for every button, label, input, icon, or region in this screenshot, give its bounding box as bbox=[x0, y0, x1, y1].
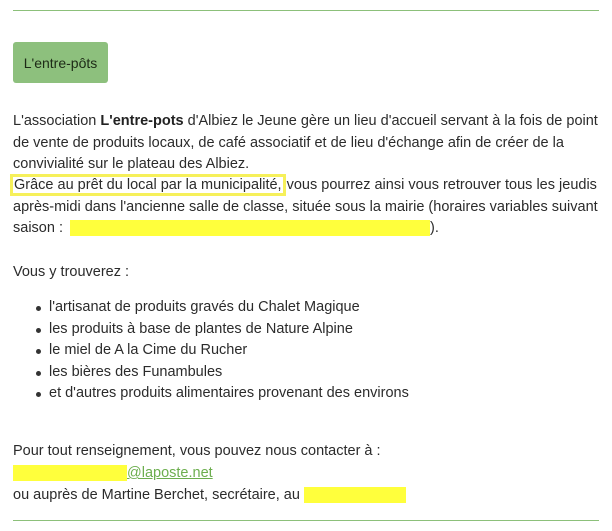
products-list bbox=[13, 297, 409, 405]
schedule-text: vous pourrez ainsi vous retrouver tous les jeudis après-midi dans l'ancienne salle de classe, située sous la mairie (horaires variables suivant saison : bbox=[13, 177, 598, 236]
redacted-phone bbox=[304, 487, 406, 503]
highlighted-phrase: Grâce au prêt du local par la municipalité, bbox=[14, 177, 282, 193]
top-divider bbox=[13, 10, 599, 11]
list-item: l'artisanat de produits gravés du Chalet Magique bbox=[49, 297, 409, 319]
page-title: L'entre-pôts bbox=[23, 54, 98, 71]
secretary-text: ou auprès de Martine Berchet, secrétaire, au bbox=[13, 487, 300, 503]
products-heading: Vous y trouverez : bbox=[13, 264, 130, 280]
email-link[interactable] bbox=[13, 465, 213, 481]
list-item: le miel de A la Cime du Rucher bbox=[49, 340, 409, 362]
contact-secretary-line bbox=[13, 485, 605, 507]
email-domain: @laposte.net bbox=[127, 465, 213, 481]
schedule-closing: ). bbox=[430, 220, 439, 236]
page-title-badge bbox=[13, 42, 108, 83]
contact-intro: Pour tout renseignement, vous pouvez nous contacter à : bbox=[13, 443, 381, 459]
redacted-hours bbox=[70, 220, 430, 236]
intro-prefix: L'association bbox=[13, 113, 101, 129]
redacted-email-user bbox=[13, 465, 127, 481]
intro-paragraph bbox=[13, 111, 605, 176]
list-item: les bières des Funambules bbox=[49, 362, 409, 384]
bottom-divider bbox=[13, 520, 599, 521]
list-item: les produits à base de plantes de Nature Alpine bbox=[49, 319, 409, 341]
org-name: L'entre-pots bbox=[100, 113, 184, 129]
list-item: et d'autres produits alimentaires provenant des environs bbox=[49, 383, 409, 405]
schedule-paragraph bbox=[13, 175, 605, 240]
contact-email-line bbox=[13, 463, 605, 485]
intro-suffix: d'Albiez le Jeune gère un lieu d'accueil servant à la fois de point de vente de produits locaux, de café associatif et de lieu d'échange afin de créer de la convivialité sur le plateau des Albiez. bbox=[13, 113, 598, 172]
